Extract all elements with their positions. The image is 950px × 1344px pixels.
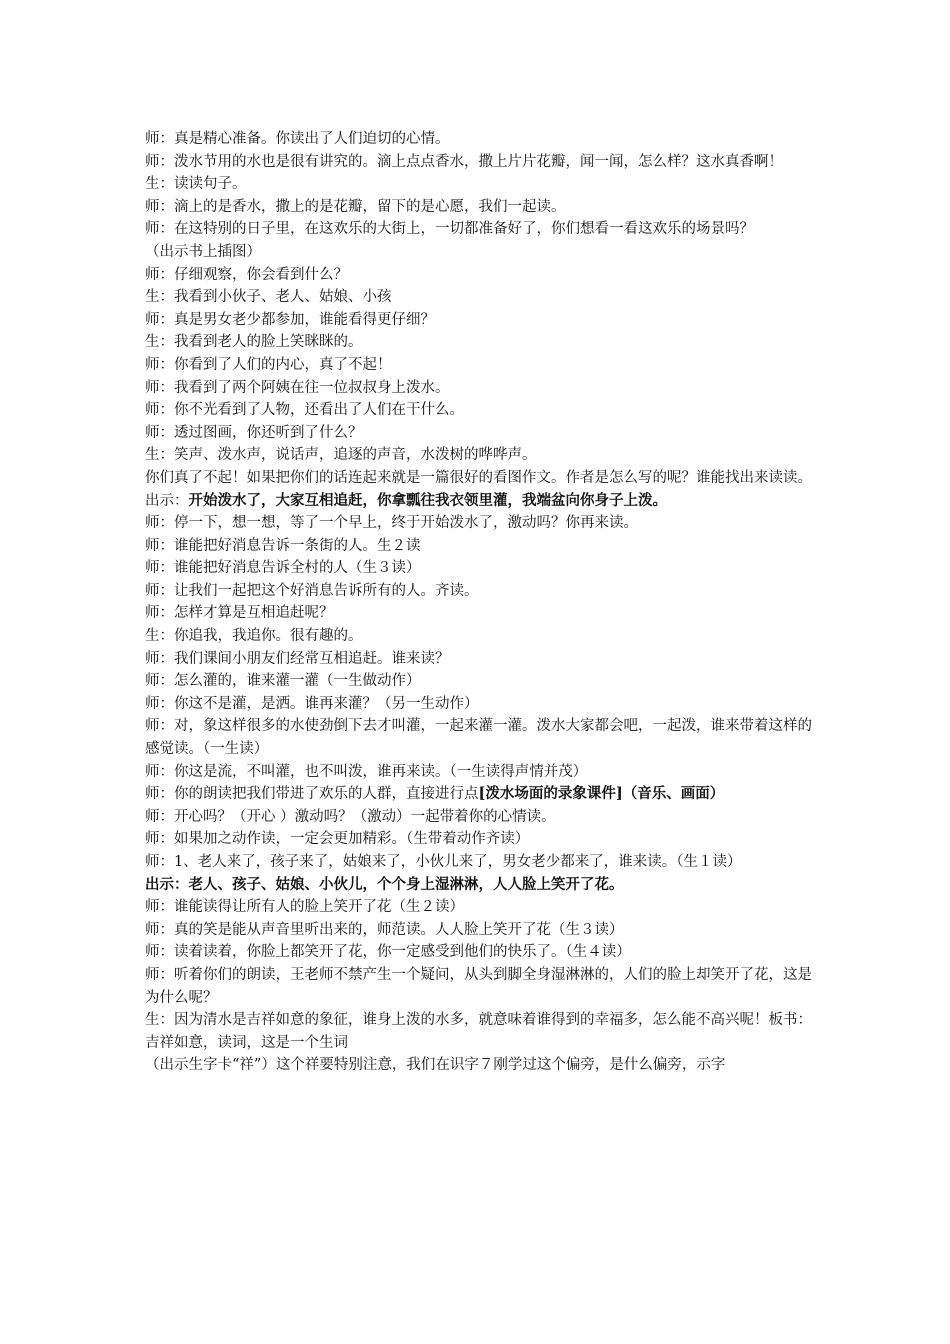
document-body bbox=[145, 128, 815, 1077]
text-line bbox=[145, 444, 815, 467]
text-line bbox=[145, 625, 815, 648]
line-text: 师：透过图画，你还听到了什么？ bbox=[145, 424, 363, 441]
line-bold-text: 出示：老人、孩子、姑娘、小伙儿，个个身上湿淋淋，人人脸上笑开了花。 bbox=[145, 875, 624, 893]
text-line bbox=[145, 874, 815, 897]
text-line bbox=[145, 648, 815, 671]
line-text: 师：仔细观察，你会看到什么？ bbox=[145, 266, 348, 283]
text-line bbox=[145, 512, 815, 535]
line-text: 师：让我们一起把这个好消息告诉所有的人。齐读。 bbox=[145, 582, 479, 599]
line-text: 师：你不光看到了人物，还看出了人们在干什么。 bbox=[145, 402, 464, 419]
text-line bbox=[145, 557, 815, 580]
text-line bbox=[145, 783, 815, 806]
text-line bbox=[145, 128, 815, 151]
line-bold-text: 开始泼水了，大家互相追赶，你拿瓢往我衣领里灌，我端盆向你身子上泼。 bbox=[188, 491, 667, 509]
line-text: 师：听着你们的朗读，王老师不禁产生一个疑问，从头到脚全身湿淋淋的，人们的脸上却笑开了花，这是为什么呢？ bbox=[145, 966, 812, 1006]
text-line bbox=[145, 241, 815, 264]
text-line bbox=[145, 286, 815, 309]
text-line bbox=[145, 851, 815, 874]
line-text: 师：我们课间小朋友们经常互相追赶。谁来读？ bbox=[145, 650, 450, 667]
line-text: 你们真了不起！如果把你们的话连起来就是一篇很好的看图作文。作者是怎么写的呢？谁能找出来读读。 bbox=[145, 469, 812, 486]
text-line bbox=[145, 964, 815, 1009]
line-text: （出示书上插图） bbox=[145, 243, 261, 260]
text-line bbox=[145, 173, 815, 196]
text-line bbox=[145, 218, 815, 241]
line-text: 生：读读句子。 bbox=[145, 176, 247, 193]
text-line bbox=[145, 151, 815, 174]
text-line bbox=[145, 354, 815, 377]
text-line bbox=[145, 761, 815, 784]
text-line bbox=[145, 806, 815, 829]
text-line bbox=[145, 467, 815, 490]
line-bold-text: [泼水场面的录象课件]（音乐、画面） bbox=[478, 785, 725, 803]
line-text: 生：我看到老人的脸上笑眯眯的。 bbox=[145, 334, 363, 351]
text-line bbox=[145, 941, 815, 964]
line-text: 师：在这特别的日子里，在这欢乐的大街上，一切都准备好了，你们想看一看这欢乐的场景吗？ bbox=[145, 221, 754, 238]
line-text: 师：真的笑是能从声音里听出来的，师范读。人人脸上笑开了花（生３读） bbox=[145, 921, 624, 938]
line-text: 师：怎么灌的，谁来灌一灌（一生做动作） bbox=[145, 673, 421, 690]
line-text: 师：谁能读得让所有人的脸上笑开了花（生２读） bbox=[145, 899, 464, 916]
line-text: （出示生字卡“祥”）这个祥要特别注意，我们在识字７刚学过这个偏旁，是什么偏旁，示字 bbox=[145, 1057, 726, 1074]
text-line bbox=[145, 535, 815, 558]
line-text: 师：谁能把好消息告诉全村的人（生３读） bbox=[145, 560, 421, 577]
line-text: 师：怎样才算是互相追赶呢？ bbox=[145, 605, 334, 622]
line-text: 师：泼水节用的水也是很有讲究的。滴上点点香水，撒上片片花瓣，闻一闻，怎么样？这水真香啊！ bbox=[145, 153, 783, 170]
text-line bbox=[145, 919, 815, 942]
text-line bbox=[145, 670, 815, 693]
text-line bbox=[145, 331, 815, 354]
line-text: 师：你这是流，不叫灌，也不叫泼，谁再来读。（一生读得声情并茂） bbox=[145, 763, 588, 780]
text-line bbox=[145, 896, 815, 919]
line-text: 师：开心吗？（开心 ）激动吗？（激动）一起带着你的心情读。 bbox=[145, 808, 556, 825]
line-text: 师：谁能把好消息告诉一条街的人。生２读 bbox=[145, 537, 421, 554]
line-text: 生：我看到小伙子、老人、姑娘、小孩 bbox=[145, 289, 392, 306]
line-text: 师：1、老人来了，孩子来了，姑娘来了，小伙儿来了，男女老少都来了，谁来读。（生１读） bbox=[145, 854, 742, 870]
text-line bbox=[145, 693, 815, 716]
line-text: 生：你追我，我追你。很有趣的。 bbox=[145, 628, 363, 645]
text-line bbox=[145, 828, 815, 851]
text-line bbox=[145, 309, 815, 332]
text-line bbox=[145, 264, 815, 287]
text-line bbox=[145, 715, 815, 760]
text-line bbox=[145, 1054, 815, 1077]
line-text: 师：停一下，想一想，等了一个早上，终于开始泼水了，激动吗？你再来读。 bbox=[145, 515, 638, 532]
text-line bbox=[145, 580, 815, 603]
line-text: 师：你的朗读把我们带进了欢乐的人群，直接进行点 bbox=[145, 786, 479, 803]
line-text: 出示： bbox=[145, 492, 189, 509]
line-text: 师：真是精心准备。你读出了人们迫切的心情。 bbox=[145, 131, 450, 147]
line-text: 生：笑声、泼水声，说话声，追逐的声音，水泼树的哗哗声。 bbox=[145, 447, 537, 464]
text-line bbox=[145, 1009, 815, 1054]
line-text: 生：因为清水是吉祥如意的象征，谁身上泼的水多，就意味着谁得到的幸福多，怎么能不高兴呢！板书：吉祥如意，读词，这是一个生词 bbox=[145, 1012, 812, 1051]
text-line bbox=[145, 602, 815, 625]
line-text: 师：我看到了两个阿姨在往一位叔叔身上泼水。 bbox=[145, 379, 450, 396]
text-line bbox=[145, 399, 815, 422]
text-line bbox=[145, 490, 815, 513]
line-text: 师：真是男女老少都参加，谁能看得更仔细？ bbox=[145, 311, 435, 328]
text-line bbox=[145, 196, 815, 219]
line-text: 师：读着读着，你脸上都笑开了花，你一定感受到他们的快乐了。（生４读） bbox=[145, 944, 631, 961]
line-text: 师：对，象这样很多的水使劲倒下去才叫灌，一起来灌一灌。泼水大家都会吧，一起泼，谁来带着这样的感觉读。（一生读） bbox=[145, 718, 812, 758]
line-text: 师：滴上的是香水，撒上的是花瓣，留下的是心愿，我们一起读。 bbox=[145, 198, 566, 215]
line-text: 师：你这不是灌，是洒。谁再来灌？（另一生动作） bbox=[145, 695, 479, 712]
text-line bbox=[145, 377, 815, 400]
line-text: 师：如果加之动作读，一定会更加精彩。（生带着动作齐读） bbox=[145, 831, 530, 848]
text-line bbox=[145, 422, 815, 445]
line-text: 师：你看到了人们的内心，真了不起！ bbox=[145, 356, 392, 373]
